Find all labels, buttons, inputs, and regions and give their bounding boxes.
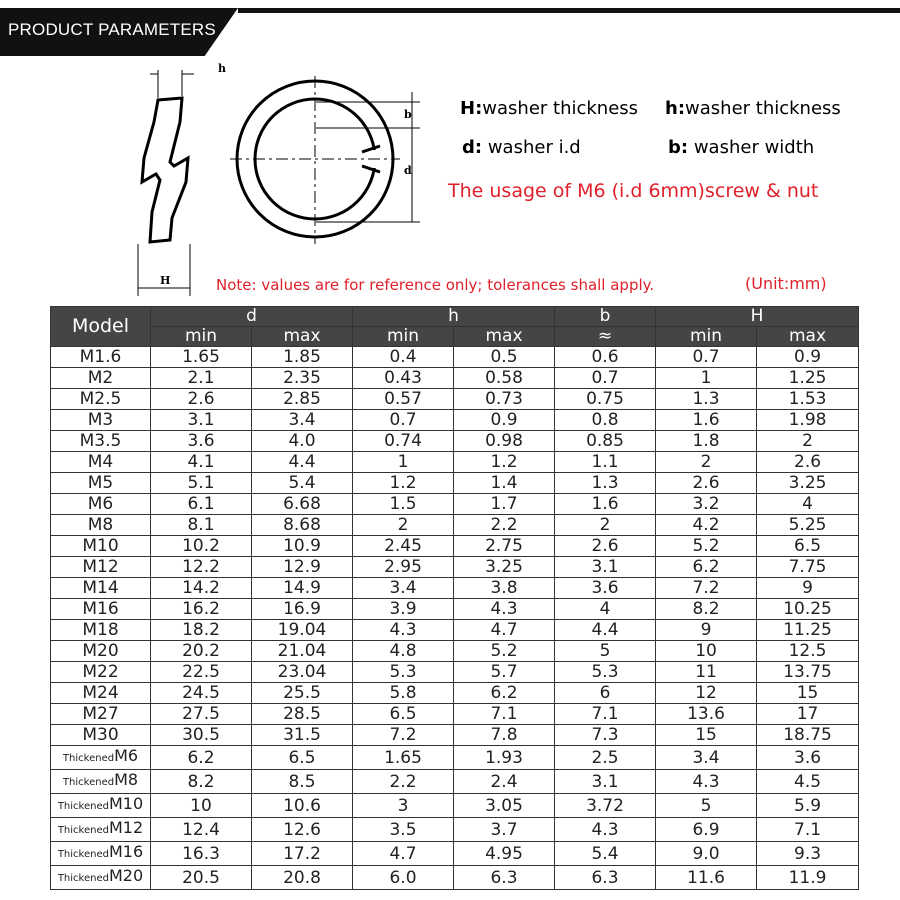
value-cell: 3.05 bbox=[454, 794, 555, 818]
model-cell: M22 bbox=[51, 662, 151, 683]
value-cell: 1.6 bbox=[656, 410, 757, 431]
value-cell: 4 bbox=[757, 494, 859, 515]
value-cell: 4.4 bbox=[252, 452, 353, 473]
value-cell: 2.4 bbox=[454, 770, 555, 794]
value-cell: 12.6 bbox=[252, 818, 353, 842]
model-cell: M5 bbox=[51, 473, 151, 494]
table-row bbox=[51, 866, 859, 890]
table-row bbox=[51, 662, 859, 683]
page-title: PRODUCT PARAMETERS bbox=[8, 20, 216, 39]
value-cell: 9.0 bbox=[656, 842, 757, 866]
subheader: ≈ bbox=[555, 327, 656, 347]
value-cell: 5.2 bbox=[656, 536, 757, 557]
value-cell: 17.2 bbox=[252, 842, 353, 866]
value-cell: 6.3 bbox=[454, 866, 555, 890]
value-cell: 2.75 bbox=[454, 536, 555, 557]
value-cell: 9 bbox=[757, 578, 859, 599]
model-name: M8 bbox=[114, 770, 139, 789]
model-cell: M20 bbox=[51, 641, 151, 662]
model-header: Model bbox=[51, 307, 151, 347]
value-cell: 9 bbox=[656, 620, 757, 641]
value-cell: 3.6 bbox=[555, 578, 656, 599]
value-cell: 5.4 bbox=[252, 473, 353, 494]
value-cell: 20.5 bbox=[151, 866, 252, 890]
value-cell: 9.3 bbox=[757, 842, 859, 866]
table-row bbox=[51, 347, 859, 368]
value-cell: 3.7 bbox=[454, 818, 555, 842]
table-row bbox=[51, 746, 859, 770]
value-cell: 7.1 bbox=[454, 704, 555, 725]
value-cell: 18.75 bbox=[757, 725, 859, 746]
value-cell: 3.2 bbox=[656, 494, 757, 515]
thickened-prefix: Thickened bbox=[57, 849, 109, 860]
value-cell: 0.8 bbox=[555, 410, 656, 431]
model-name: M20 bbox=[108, 866, 144, 885]
model-cell bbox=[51, 770, 151, 794]
model-cell: M18 bbox=[51, 620, 151, 641]
value-cell: 0.6 bbox=[555, 347, 656, 368]
thickened-prefix: Thickened bbox=[57, 825, 109, 836]
value-cell: 6.5 bbox=[757, 536, 859, 557]
value-cell: 20.8 bbox=[252, 866, 353, 890]
value-cell: 3.9 bbox=[353, 599, 454, 620]
value-cell: 3.4 bbox=[353, 578, 454, 599]
value-cell: 4.0 bbox=[252, 431, 353, 452]
value-cell: 5.2 bbox=[454, 641, 555, 662]
value-cell: 6 bbox=[555, 683, 656, 704]
value-cell: 1.98 bbox=[757, 410, 859, 431]
value-cell: 3.25 bbox=[757, 473, 859, 494]
value-cell: 2.2 bbox=[353, 770, 454, 794]
subheader: max bbox=[454, 327, 555, 347]
value-cell: 1.65 bbox=[353, 746, 454, 770]
value-cell: 0.7 bbox=[353, 410, 454, 431]
value-cell: 0.9 bbox=[454, 410, 555, 431]
value-cell: 3.25 bbox=[454, 557, 555, 578]
value-cell: 0.4 bbox=[353, 347, 454, 368]
value-cell: 12.2 bbox=[151, 557, 252, 578]
banner-rule bbox=[238, 8, 900, 13]
table-row bbox=[51, 494, 859, 515]
spec-table bbox=[50, 306, 859, 890]
value-cell: 1.53 bbox=[757, 389, 859, 410]
model-cell bbox=[51, 794, 151, 818]
thickened-prefix: Thickened bbox=[57, 873, 109, 884]
model-cell: M27 bbox=[51, 704, 151, 725]
value-cell: 10.6 bbox=[252, 794, 353, 818]
value-cell: 4.3 bbox=[656, 770, 757, 794]
value-cell: 16.3 bbox=[151, 842, 252, 866]
thickened-prefix: Thickened bbox=[57, 801, 109, 812]
thickened-prefix: Thickened bbox=[62, 777, 115, 788]
value-cell: 12 bbox=[656, 683, 757, 704]
table-row bbox=[51, 794, 859, 818]
header-banner bbox=[0, 8, 900, 56]
table-row bbox=[51, 641, 859, 662]
value-cell: 4.3 bbox=[353, 620, 454, 641]
value-cell: 5 bbox=[656, 794, 757, 818]
value-cell: 4.7 bbox=[353, 842, 454, 866]
value-cell: 5.3 bbox=[353, 662, 454, 683]
value-cell: 2.6 bbox=[656, 473, 757, 494]
value-cell: 12.9 bbox=[252, 557, 353, 578]
value-cell: 13.6 bbox=[656, 704, 757, 725]
value-cell: 4.2 bbox=[656, 515, 757, 536]
value-cell: 5.3 bbox=[555, 662, 656, 683]
value-cell: 3.1 bbox=[555, 770, 656, 794]
value-cell: 5.8 bbox=[353, 683, 454, 704]
value-cell: 11 bbox=[656, 662, 757, 683]
value-cell: 11.25 bbox=[757, 620, 859, 641]
value-cell: 14.2 bbox=[151, 578, 252, 599]
value-cell: 7.2 bbox=[353, 725, 454, 746]
value-cell: 4.3 bbox=[454, 599, 555, 620]
subheader: min bbox=[151, 327, 252, 347]
value-cell: 2.1 bbox=[151, 368, 252, 389]
value-cell: 10.9 bbox=[252, 536, 353, 557]
value-cell: 1.7 bbox=[454, 494, 555, 515]
model-cell bbox=[51, 818, 151, 842]
value-cell: 3.6 bbox=[757, 746, 859, 770]
dim-label-h: h bbox=[218, 62, 226, 75]
value-cell: 2.6 bbox=[151, 389, 252, 410]
value-cell: 0.73 bbox=[454, 389, 555, 410]
value-cell: 7.1 bbox=[757, 818, 859, 842]
table-row bbox=[51, 452, 859, 473]
value-cell: 2 bbox=[353, 515, 454, 536]
value-cell: 4.3 bbox=[555, 818, 656, 842]
value-cell: 10.2 bbox=[151, 536, 252, 557]
value-cell: 7.3 bbox=[555, 725, 656, 746]
value-cell: 15 bbox=[656, 725, 757, 746]
group-header-H: H bbox=[656, 307, 859, 327]
table-row bbox=[51, 536, 859, 557]
value-cell: 12.5 bbox=[757, 641, 859, 662]
table-row bbox=[51, 389, 859, 410]
legend-H: H:washer thickness bbox=[460, 98, 639, 119]
value-cell: 11.6 bbox=[656, 866, 757, 890]
value-cell: 5.4 bbox=[555, 842, 656, 866]
value-cell: 10 bbox=[151, 794, 252, 818]
value-cell: 2 bbox=[555, 515, 656, 536]
value-cell: 7.75 bbox=[757, 557, 859, 578]
value-cell: 27.5 bbox=[151, 704, 252, 725]
value-cell: 1.6 bbox=[555, 494, 656, 515]
value-cell: 6.5 bbox=[252, 746, 353, 770]
value-cell: 8.2 bbox=[656, 599, 757, 620]
value-cell: 4.95 bbox=[454, 842, 555, 866]
value-cell: 6.2 bbox=[454, 683, 555, 704]
model-cell: M6 bbox=[51, 494, 151, 515]
value-cell: 0.75 bbox=[555, 389, 656, 410]
value-cell: 8.2 bbox=[151, 770, 252, 794]
table-row bbox=[51, 557, 859, 578]
value-cell: 1 bbox=[656, 368, 757, 389]
table-row bbox=[51, 410, 859, 431]
value-cell: 0.43 bbox=[353, 368, 454, 389]
table-row bbox=[51, 818, 859, 842]
value-cell: 17 bbox=[757, 704, 859, 725]
washer-top-view bbox=[230, 76, 400, 244]
thickened-prefix: Thickened bbox=[62, 753, 115, 764]
value-cell: 14.9 bbox=[252, 578, 353, 599]
model-name: M12 bbox=[108, 818, 144, 837]
unit-label: (Unit:mm) bbox=[745, 274, 827, 293]
value-cell: 1 bbox=[353, 452, 454, 473]
value-cell: 12.4 bbox=[151, 818, 252, 842]
value-cell: 3.4 bbox=[252, 410, 353, 431]
model-name: M10 bbox=[108, 794, 144, 813]
dim-label-H: H bbox=[160, 274, 171, 287]
table-row bbox=[51, 578, 859, 599]
value-cell: 4.8 bbox=[353, 641, 454, 662]
value-cell: 0.9 bbox=[757, 347, 859, 368]
value-cell: 4.1 bbox=[151, 452, 252, 473]
value-cell: 1.3 bbox=[555, 473, 656, 494]
washer-side-view bbox=[142, 98, 188, 242]
value-cell: 1.4 bbox=[454, 473, 555, 494]
value-cell: 24.5 bbox=[151, 683, 252, 704]
table-row bbox=[51, 842, 859, 866]
value-cell: 1.8 bbox=[656, 431, 757, 452]
value-cell: 3.72 bbox=[555, 794, 656, 818]
value-cell: 4.7 bbox=[454, 620, 555, 641]
value-cell: 2.35 bbox=[252, 368, 353, 389]
model-cell: M3.5 bbox=[51, 431, 151, 452]
value-cell: 3.5 bbox=[353, 818, 454, 842]
model-cell: M24 bbox=[51, 683, 151, 704]
value-cell: 2.6 bbox=[757, 452, 859, 473]
subheader: max bbox=[252, 327, 353, 347]
value-cell: 6.2 bbox=[151, 746, 252, 770]
model-cell: M10 bbox=[51, 536, 151, 557]
value-cell: 21.04 bbox=[252, 641, 353, 662]
value-cell: 1.65 bbox=[151, 347, 252, 368]
value-cell: 10 bbox=[656, 641, 757, 662]
value-cell: 16.2 bbox=[151, 599, 252, 620]
value-cell: 0.58 bbox=[454, 368, 555, 389]
value-cell: 2 bbox=[656, 452, 757, 473]
value-cell: 4.4 bbox=[555, 620, 656, 641]
value-cell: 0.7 bbox=[656, 347, 757, 368]
value-cell: 0.74 bbox=[353, 431, 454, 452]
model-cell: M16 bbox=[51, 599, 151, 620]
value-cell: 6.1 bbox=[151, 494, 252, 515]
model-cell: M14 bbox=[51, 578, 151, 599]
value-cell: 0.98 bbox=[454, 431, 555, 452]
value-cell: 31.5 bbox=[252, 725, 353, 746]
model-cell: M3 bbox=[51, 410, 151, 431]
reference-note: Note: values are for reference only; tolerances shall apply. bbox=[216, 276, 655, 294]
subheader: min bbox=[656, 327, 757, 347]
model-name: M6 bbox=[114, 746, 139, 765]
value-cell: 3.1 bbox=[151, 410, 252, 431]
model-cell bbox=[51, 866, 151, 890]
washer-diagram bbox=[130, 62, 450, 302]
value-cell: 5.9 bbox=[757, 794, 859, 818]
value-cell: 6.9 bbox=[656, 818, 757, 842]
value-cell: 7.1 bbox=[555, 704, 656, 725]
value-cell: 2.45 bbox=[353, 536, 454, 557]
value-cell: 16.9 bbox=[252, 599, 353, 620]
model-cell: M2 bbox=[51, 368, 151, 389]
model-cell: M30 bbox=[51, 725, 151, 746]
model-cell: M2.5 bbox=[51, 389, 151, 410]
model-cell bbox=[51, 746, 151, 770]
value-cell: 28.5 bbox=[252, 704, 353, 725]
group-header-h: h bbox=[353, 307, 555, 327]
value-cell: 0.7 bbox=[555, 368, 656, 389]
dim-label-b: b bbox=[404, 108, 412, 121]
value-cell: 2.2 bbox=[454, 515, 555, 536]
value-cell: 1.85 bbox=[252, 347, 353, 368]
value-cell: 19.04 bbox=[252, 620, 353, 641]
table-row bbox=[51, 473, 859, 494]
value-cell: 5.25 bbox=[757, 515, 859, 536]
value-cell: 1.3 bbox=[656, 389, 757, 410]
value-cell: 18.2 bbox=[151, 620, 252, 641]
value-cell: 30.5 bbox=[151, 725, 252, 746]
value-cell: 6.5 bbox=[353, 704, 454, 725]
group-header-b: b bbox=[555, 307, 656, 327]
value-cell: 11.9 bbox=[757, 866, 859, 890]
model-cell bbox=[51, 842, 151, 866]
value-cell: 7.2 bbox=[656, 578, 757, 599]
value-cell: 23.04 bbox=[252, 662, 353, 683]
table-row bbox=[51, 368, 859, 389]
value-cell: 3.8 bbox=[454, 578, 555, 599]
value-cell: 1.2 bbox=[454, 452, 555, 473]
table-row bbox=[51, 770, 859, 794]
table-row bbox=[51, 683, 859, 704]
value-cell: 5.1 bbox=[151, 473, 252, 494]
dim-label-d: d bbox=[404, 164, 412, 177]
table-row bbox=[51, 620, 859, 641]
value-cell: 6.2 bbox=[656, 557, 757, 578]
value-cell: 22.5 bbox=[151, 662, 252, 683]
legend-b: b: washer width bbox=[668, 137, 815, 158]
group-header-d: d bbox=[151, 307, 353, 327]
spec-table-body bbox=[51, 347, 859, 890]
value-cell: 2.85 bbox=[252, 389, 353, 410]
value-cell: 5 bbox=[555, 641, 656, 662]
model-cell: M1.6 bbox=[51, 347, 151, 368]
value-cell: 0.5 bbox=[454, 347, 555, 368]
value-cell: 2 bbox=[757, 431, 859, 452]
value-cell: 6.68 bbox=[252, 494, 353, 515]
usage-text: The usage of M6 (i.d 6mm)screw & nut bbox=[448, 180, 819, 202]
value-cell: 13.75 bbox=[757, 662, 859, 683]
model-cell: M12 bbox=[51, 557, 151, 578]
value-cell: 6.0 bbox=[353, 866, 454, 890]
value-cell: 0.85 bbox=[555, 431, 656, 452]
model-cell: M8 bbox=[51, 515, 151, 536]
value-cell: 8.1 bbox=[151, 515, 252, 536]
table-row bbox=[51, 431, 859, 452]
value-cell: 1.5 bbox=[353, 494, 454, 515]
table-row bbox=[51, 515, 859, 536]
model-cell: M4 bbox=[51, 452, 151, 473]
table-row bbox=[51, 704, 859, 725]
value-cell: 4 bbox=[555, 599, 656, 620]
value-cell: 10.25 bbox=[757, 599, 859, 620]
subheader: max bbox=[757, 327, 859, 347]
value-cell: 2.6 bbox=[555, 536, 656, 557]
value-cell: 2.95 bbox=[353, 557, 454, 578]
value-cell: 1.1 bbox=[555, 452, 656, 473]
value-cell: 3.6 bbox=[151, 431, 252, 452]
value-cell: 3 bbox=[353, 794, 454, 818]
value-cell: 2.5 bbox=[555, 746, 656, 770]
value-cell: 3.4 bbox=[656, 746, 757, 770]
value-cell: 5.7 bbox=[454, 662, 555, 683]
value-cell: 3.1 bbox=[555, 557, 656, 578]
value-cell: 15 bbox=[757, 683, 859, 704]
value-cell: 20.2 bbox=[151, 641, 252, 662]
value-cell: 8.68 bbox=[252, 515, 353, 536]
value-cell: 1.93 bbox=[454, 746, 555, 770]
legend-d: d: washer i.d bbox=[462, 137, 581, 158]
value-cell: 6.3 bbox=[555, 866, 656, 890]
value-cell: 25.5 bbox=[252, 683, 353, 704]
value-cell: 4.5 bbox=[757, 770, 859, 794]
model-name: M16 bbox=[108, 842, 144, 861]
table-row bbox=[51, 599, 859, 620]
subheader: min bbox=[353, 327, 454, 347]
value-cell: 7.8 bbox=[454, 725, 555, 746]
value-cell: 0.57 bbox=[353, 389, 454, 410]
table-row bbox=[51, 725, 859, 746]
value-cell: 8.5 bbox=[252, 770, 353, 794]
value-cell: 1.2 bbox=[353, 473, 454, 494]
legend-h: h:washer thickness bbox=[665, 98, 841, 119]
value-cell: 1.25 bbox=[757, 368, 859, 389]
